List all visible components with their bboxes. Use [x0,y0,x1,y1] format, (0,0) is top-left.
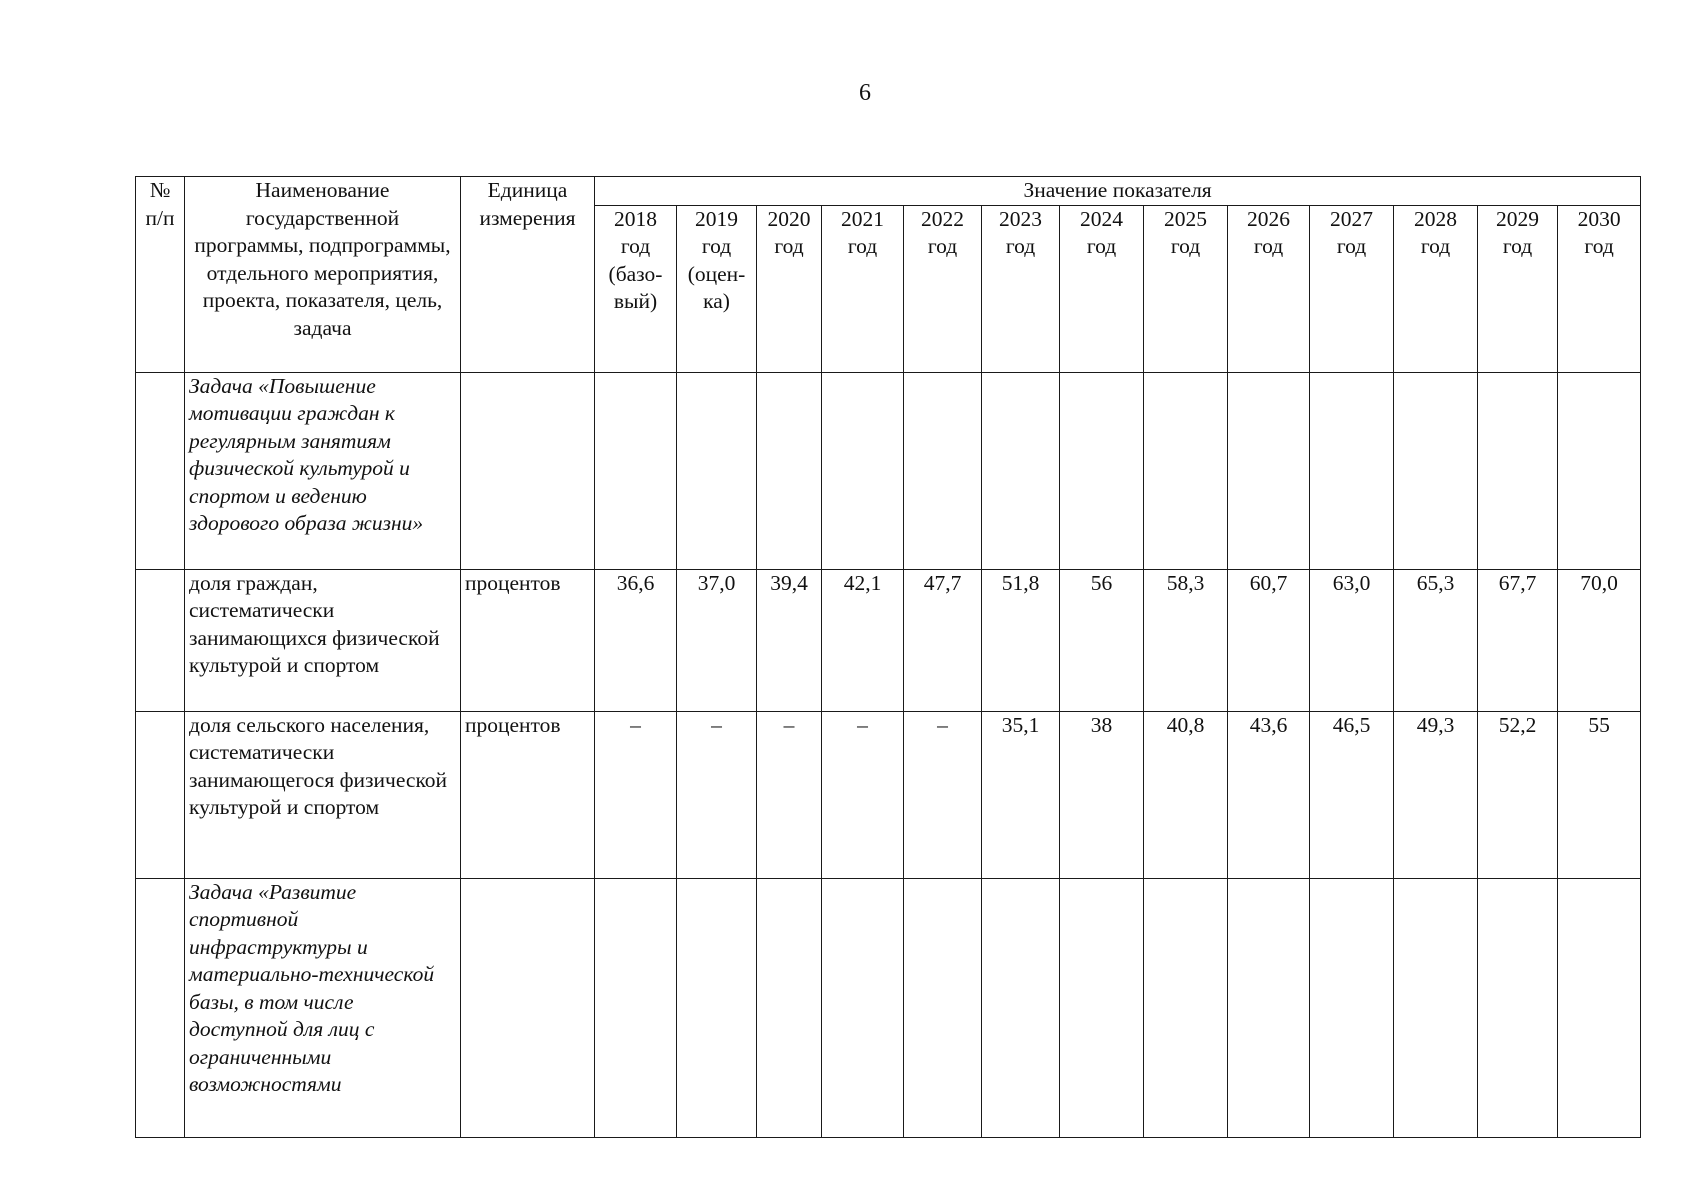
value-cell-2027 [1310,878,1394,1137]
value-cell-2023: 51,8 [982,569,1060,711]
value-cell-2030 [1558,372,1641,569]
year-number: 2027 [1330,206,1373,231]
value-cell-2030: 70,0 [1558,569,1641,711]
header-year-2030 [1558,205,1641,372]
table-body [136,372,1641,1137]
value-cell-2026 [1228,372,1310,569]
year-number: 2025 [1164,206,1207,231]
year-word: год [1005,234,1036,258]
value-cell-2027: 63,0 [1310,569,1394,711]
value-cell-2025: 58,3 [1144,569,1228,711]
value-cell-2028 [1394,372,1478,569]
value-cell-2028 [1394,878,1478,1137]
year-number: 2020 [767,206,811,231]
value-cell-2020 [757,878,822,1137]
value-cell-2023 [982,372,1060,569]
value-cell-2027: 46,5 [1310,711,1394,878]
year-word: год [927,234,958,258]
value-cell-2025: 40,8 [1144,711,1228,878]
header-year-2019 [677,205,757,372]
year-note: (базо-вый) [608,261,663,313]
value-cell-2019 [677,878,757,1137]
task-row [136,372,1641,569]
year-word: год [847,234,878,258]
header-year-2025 [1144,205,1228,372]
year-number: 2021 [841,206,884,231]
value-cell-2021 [822,372,904,569]
header-row-top [136,177,1641,206]
year-word: год [620,234,651,258]
header-num: № п/п [136,177,185,373]
task-name-cell: Задача «Повышение мотивации граждан к регулярным занятиям физической культурой и спортом и ведению здорового образа жизни» [185,372,461,569]
header-name: Наименование государственной программы, подпрограммы, отдельного мероприятия, проекта, показателя, цель, задача [185,177,461,373]
value-cell-2027 [1310,372,1394,569]
value-cell-2022 [904,372,982,569]
value-cell-2021: 42,1 [822,569,904,711]
value-cell-2018 [595,372,677,569]
indicator-name-cell: доля сельского населения, систематически занимающегося физической культурой и спортом [185,711,461,878]
value-cell-2022: – [904,711,982,878]
year-number: 2019 [695,206,738,231]
value-cell-2024 [1060,372,1144,569]
value-cell-2018 [595,878,677,1137]
value-cell-2018: 36,6 [595,569,677,711]
header-year-2024 [1060,205,1144,372]
year-number: 2024 [1080,206,1123,231]
value-cell-2026 [1228,878,1310,1137]
value-cell-2020: 39,4 [757,569,822,711]
header-year-2022 [904,205,982,372]
year-word: год [1502,234,1533,258]
indicator-name-cell: доля граждан, систематически занимающихся физической культурой и спортом [185,569,461,711]
row-num-cell [136,878,185,1137]
year-word: год [1420,234,1451,258]
value-cell-2028: 65,3 [1394,569,1478,711]
header-year-2023 [982,205,1060,372]
value-cell-2026: 43,6 [1228,711,1310,878]
task-name-cell: Задача «Развитие спортивной инфраструктуры и материально-технической базы, в том числе доступной для лиц с ограниченными возможностями [185,878,461,1137]
header-year-2026 [1228,205,1310,372]
row-num-cell [136,372,185,569]
header-year-2029 [1478,205,1558,372]
year-word: год [701,234,732,258]
unit-cell: процентов [461,711,595,878]
header-year-2028 [1394,205,1478,372]
header-year-2020 [757,205,822,372]
value-cell-2021: – [822,711,904,878]
header-year-2018 [595,205,677,372]
year-number: 2030 [1577,206,1621,231]
value-cell-2020 [757,372,822,569]
value-cell-2024: 38 [1060,711,1144,878]
year-word: год [1584,234,1614,258]
value-cell-2024: 56 [1060,569,1144,711]
year-word: год [1170,234,1201,258]
year-number: 2026 [1247,206,1290,231]
unit-cell [461,372,595,569]
unit-cell: процентов [461,569,595,711]
indicator-row [136,569,1641,711]
value-cell-2029 [1478,372,1558,569]
year-word: год [1336,234,1367,258]
indicator-table-container [135,176,1640,1138]
year-number: 2029 [1496,206,1539,231]
unit-cell [461,878,595,1137]
task-row [136,878,1641,1137]
value-cell-2024 [1060,878,1144,1137]
header-year-2021 [822,205,904,372]
year-number: 2023 [999,206,1042,231]
value-cell-2019: 37,0 [677,569,757,711]
value-cell-2019 [677,372,757,569]
value-cell-2026: 60,7 [1228,569,1310,711]
header-unit: Единица измерения [461,177,595,373]
indicator-table [135,176,1641,1138]
value-cell-2029: 67,7 [1478,569,1558,711]
value-cell-2025 [1144,372,1228,569]
year-note: (оцен-ка) [687,261,746,313]
value-cell-2030 [1558,878,1641,1137]
year-number: 2018 [614,206,657,231]
year-word: год [774,234,804,258]
value-cell-2023: 35,1 [982,711,1060,878]
year-number: 2022 [921,206,964,231]
value-cell-2029 [1478,878,1558,1137]
value-cell-2028: 49,3 [1394,711,1478,878]
value-cell-2019: – [677,711,757,878]
value-cell-2021 [822,878,904,1137]
value-cell-2030: 55 [1558,711,1641,878]
value-cell-2018: – [595,711,677,878]
header-value-group: Значение показателя [595,177,1641,206]
value-cell-2029: 52,2 [1478,711,1558,878]
row-num-cell [136,569,185,711]
row-num-cell [136,711,185,878]
indicator-row [136,711,1641,878]
value-cell-2023 [982,878,1060,1137]
header-year-2027 [1310,205,1394,372]
value-cell-2022 [904,878,982,1137]
value-cell-2020: – [757,711,822,878]
year-word: год [1086,234,1117,258]
value-cell-2022: 47,7 [904,569,982,711]
year-word: год [1253,234,1284,258]
page-number: 6 [859,80,871,106]
year-number: 2028 [1414,206,1457,231]
value-cell-2025 [1144,878,1228,1137]
